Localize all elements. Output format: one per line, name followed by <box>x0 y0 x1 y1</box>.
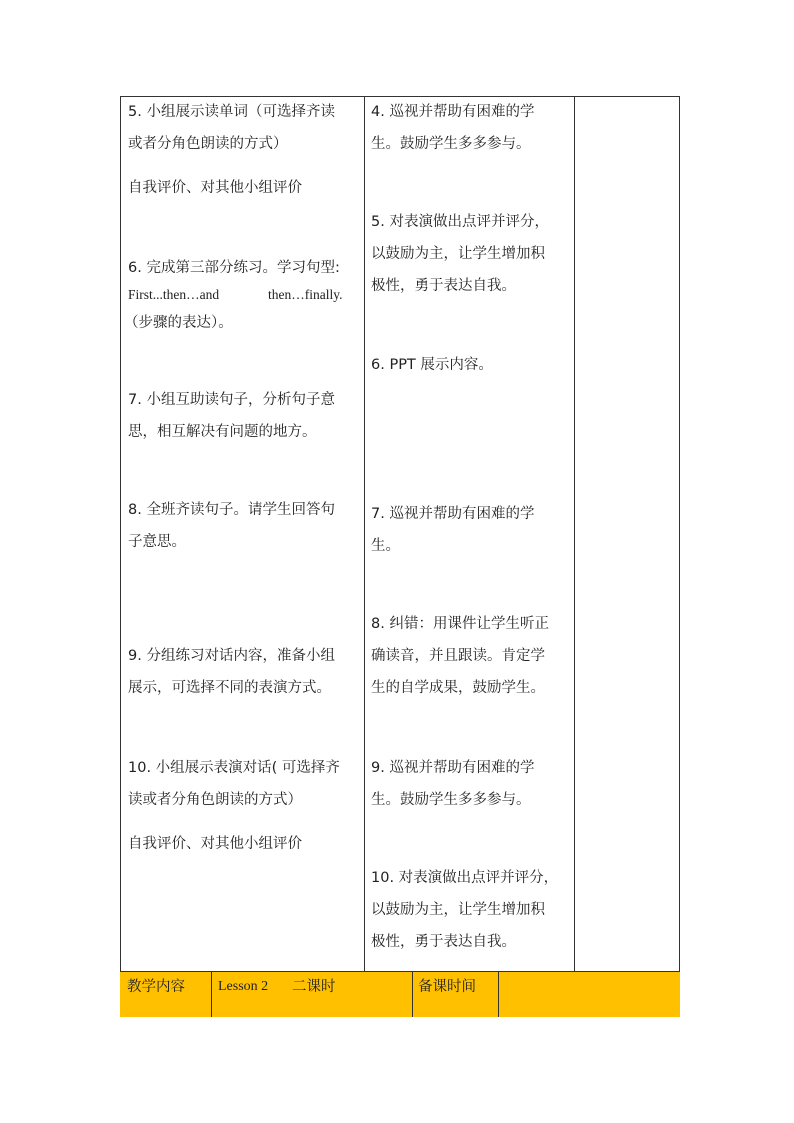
lesson-plan-table <box>120 96 680 1017</box>
teacher-step-8-line-3: 生的自学成果，鼓励学生。 <box>371 680 545 696</box>
lesson-name: Lesson 2 <box>218 979 269 994</box>
notes-cell <box>575 96 679 971</box>
teacher-step-5-line-3: 极性，勇于表达自我。 <box>371 278 516 294</box>
teaching-content-label: 教学内容 <box>127 979 185 995</box>
row-divider <box>120 971 680 972</box>
teacher-step-7-line-1: 7. 巡视并帮助有困难的学 <box>371 506 535 522</box>
step-10-line-1: 10. 小组展示表演对话( 可选择齐 <box>128 760 340 776</box>
step-5-line-2: 或者分角色朗读的方式） <box>128 136 288 152</box>
teacher-step-4-line-2: 生。鼓励学生多多参与。 <box>371 136 531 152</box>
footer-divider <box>211 971 212 1017</box>
teacher-step-9-line-2: 生。鼓励学生多多参与。 <box>371 792 531 808</box>
teacher-step-8-line-1: 8. 纠错：用课件让学生听正 <box>371 616 549 632</box>
teacher-step-9-line-1: 9. 巡视并帮助有困难的学 <box>371 760 535 776</box>
teacher-step-6: 6. PPT 展示内容。 <box>371 357 493 373</box>
step-6-sentence-pattern-1: First...then…and <box>128 287 220 302</box>
step-5-line-1: 5. 小组展示读单词（可选择齐读 <box>128 104 335 120</box>
step-8-line-2: 子意思。 <box>128 534 186 550</box>
lesson-period: 二课时 <box>292 979 336 995</box>
step-7-line-1: 7. 小组互助读句子，分析句子意 <box>128 392 335 408</box>
step-10-evaluation: 自我评价、对其他小组评价 <box>128 836 302 852</box>
table-right-border <box>679 96 680 1017</box>
lesson-info-row <box>120 971 680 1017</box>
step-9-line-1: 9. 分组练习对话内容，准备小组 <box>128 648 335 664</box>
teacher-step-10-line-3: 极性，勇于表达自我。 <box>371 934 516 950</box>
step-9-line-2: 展示，可选择不同的表演方式。 <box>128 680 331 696</box>
step-10-line-2: 读或者分角色朗读的方式） <box>128 792 302 808</box>
table-left-border <box>120 96 121 1017</box>
teacher-step-8-line-2: 确读音，并且跟读。肯定学 <box>371 648 545 664</box>
teacher-step-5-line-1: 5. 对表演做出点评并评分， <box>371 214 549 230</box>
footer-divider <box>498 971 499 1017</box>
step-6-line-3: （步骤的表达）。 <box>124 315 233 331</box>
teacher-step-4-line-1: 4. 巡视并帮助有困难的学 <box>371 104 535 120</box>
step-6-line-1: 6. 完成第三部分练习。学习句型: <box>128 260 340 276</box>
teacher-step-10-line-2: 以鼓励为主，让学生增加积 <box>371 902 545 918</box>
teacher-step-5-line-2: 以鼓励为主，让学生增加积 <box>371 246 545 262</box>
column-divider <box>364 96 365 971</box>
footer-divider <box>412 971 413 1017</box>
step-5-evaluation: 自我评价、对其他小组评价 <box>128 180 302 196</box>
prep-time-label: 备课时间 <box>418 979 476 995</box>
teacher-step-10-line-1: 10. 对表演做出点评并评分， <box>371 870 559 886</box>
teacher-step-7-line-2: 生。 <box>371 538 400 554</box>
step-6-sentence-pattern-2: then…finally. <box>268 287 343 302</box>
step-8-line-1: 8. 全班齐读句子。请学生回答句 <box>128 502 335 518</box>
step-7-line-2: 思，相互解决有问题的地方。 <box>128 424 317 440</box>
